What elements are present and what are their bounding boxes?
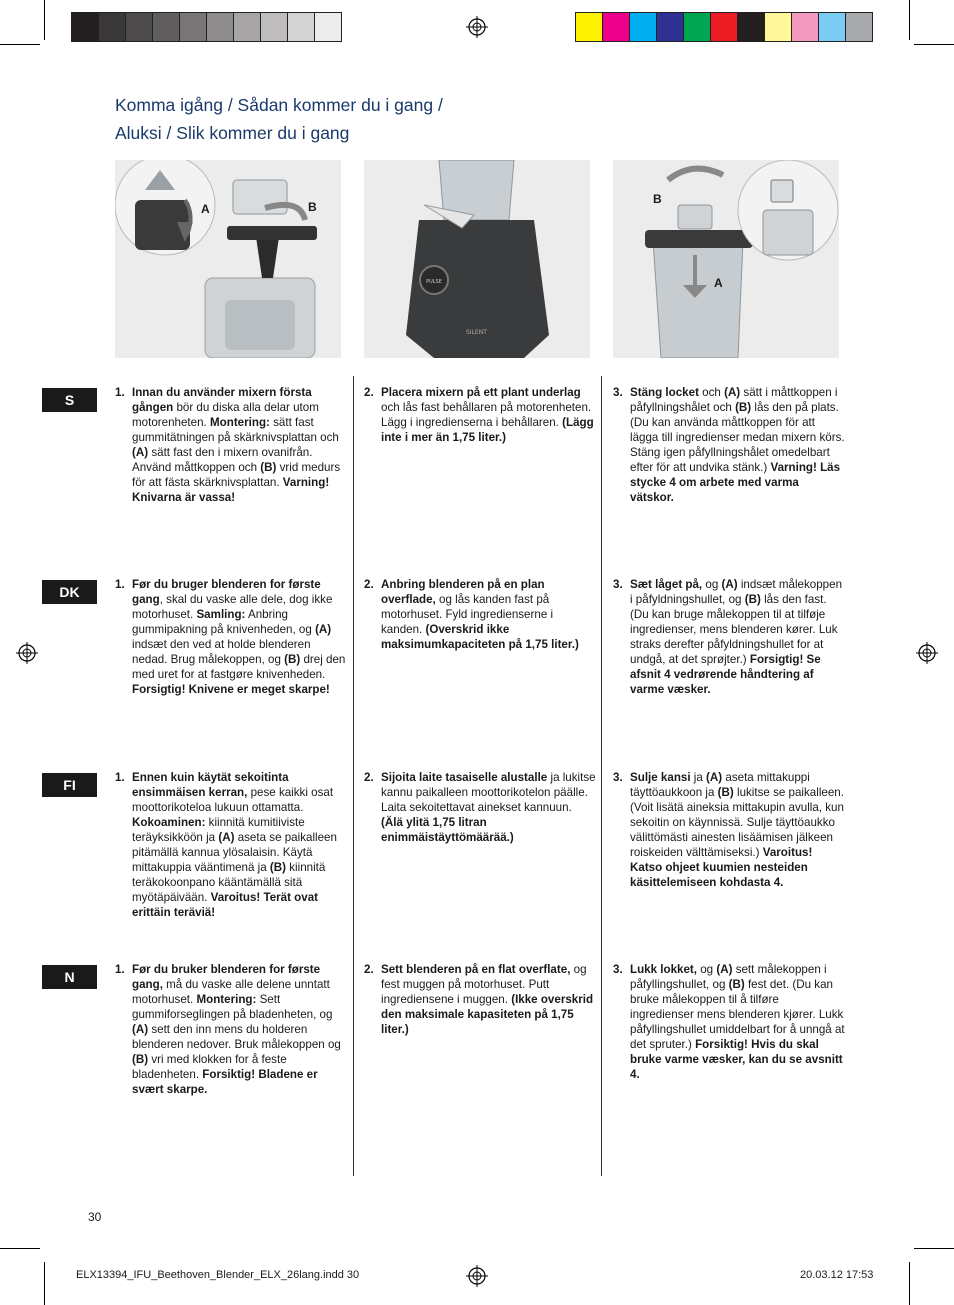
step-number: 2.	[364, 963, 374, 976]
color-swatch	[288, 13, 315, 41]
color-swatch	[207, 13, 234, 41]
language-tab-fi: FI	[42, 773, 97, 797]
color-swatch	[630, 13, 657, 41]
step-text: Stäng locket och (A) sätt i måttkoppen i påfyllningshålet och (B) lås den på plats. (Du kan använda måttkoppen för att lägga till ingredienser medan mixern körs. Stäng igen påfyllningshålet omedelbart efter för att undvika stänk.) Varning! Läs stycke 4 om arbete med varma vätskor.	[630, 386, 845, 504]
color-swatch	[180, 13, 207, 41]
column-divider	[601, 376, 602, 1176]
step-fi-3	[613, 770, 845, 890]
color-swatch	[657, 13, 684, 41]
illustration-blade-assembly	[115, 160, 341, 358]
color-swatch	[126, 13, 153, 41]
registration-mark-icon	[16, 642, 38, 664]
color-swatch	[603, 13, 630, 41]
step-text: Placera mixern på ett plant underlag och lås fast behållaren på motorenheten. Lägg i ingredienserna i behållaren. (Lägg inte i mer än 1,75 liter.)	[381, 386, 594, 444]
label-b: B	[308, 200, 317, 214]
color-swatch	[261, 13, 288, 41]
step-number: 3.	[613, 771, 623, 784]
step-n-1	[115, 962, 347, 1097]
step-dk-3	[613, 577, 845, 697]
crop-mark	[44, 1262, 45, 1305]
color-swatch	[234, 13, 261, 41]
color-swatch	[315, 13, 341, 41]
step-s-2	[364, 385, 596, 445]
crop-mark	[914, 44, 954, 45]
step-number: 2.	[364, 578, 374, 591]
color-swatch	[738, 13, 765, 41]
step-n-2	[364, 962, 596, 1037]
step-text: Sijoita laite tasaiselle alustalle ja lukitse kannu paikalleen moottorikotelon päälle. Laita sekoitettavat ainekset kannuun. (Älä ylitä 1,75 litran enimmäistäyttömäärää.)	[381, 771, 596, 844]
language-tab-s: S	[42, 388, 97, 412]
crop-mark	[909, 1262, 910, 1305]
crop-mark	[909, 0, 910, 40]
process-color-bar	[575, 12, 873, 42]
registration-mark-icon	[466, 16, 488, 38]
color-swatch	[819, 13, 846, 41]
print-timestamp: 20.03.12 17:53	[800, 1269, 874, 1281]
step-text: Ennen kuin käytät sekoitinta ensimmäisen kerran, pese kaikki osat moottorikoteloa lukuun ottamatta. Kokoaminen: kiinnitä kumitiiviste teräyksikköön ja (A) aseta se paikalleen pitämällä kannua ylösalaisin. Käytä mittakuppia vääntimenä ja (B) kiinnitä teräkokoonpano kääntämällä sitä myötäpäivään. Varoitus! Terät ovat erittäin teräviä!	[132, 771, 337, 919]
step-number: 3.	[613, 386, 623, 399]
column-divider	[353, 376, 354, 1176]
color-swatch	[846, 13, 872, 41]
step-text: Sulje kansi ja (A) aseta mittakuppi täyttöaukkoon ja (B) lukitse se paikalleen. (Voit lisätä aineksia mittakupin avulla, kun sekoitin on käynnissä. Sulje täyttöaukko välittömästi ainesten lisäämisen jälkeen roiskeiden välttämiseksi.) Varoitus! Katso ohjeet kuumien nesteiden käsittelemiseen kohdasta 4.	[630, 771, 844, 889]
label-a: A	[201, 202, 210, 216]
step-fi-1	[115, 770, 347, 920]
color-swatch	[576, 13, 603, 41]
step-number: 2.	[364, 771, 374, 784]
illustration-lid-measuring-cup	[613, 160, 839, 358]
registration-mark-icon	[466, 1265, 488, 1287]
registration-mark-icon	[916, 642, 938, 664]
color-swatch	[711, 13, 738, 41]
step-text: Sæt låget på, og (A) indsæt målekoppen i påfyldningshullet, og (B) lås den fast. (Du kan bruge målekoppen til at tilføje ingredienser, mens blenderen kører. Luk straks derefter påfyldningshullet for at undgå, at det sprøjter.) Forsigtig! Se afsnit 4 vedrørende håndtering af varme væsker.	[630, 578, 843, 696]
label-a: A	[714, 276, 723, 290]
language-tab-n: N	[42, 965, 97, 989]
step-dk-1	[115, 577, 347, 697]
step-number: 1.	[115, 578, 125, 591]
step-number: 1.	[115, 963, 125, 976]
step-text: Før du bruger blenderen for første gang, skal du vaske alle dele, dog ikke motorhuset. Samling: Anbring gummipakning på knivenheden, og (A) indsæt den ved at holde blenderen nedad. Brug målekoppen, og (B) drej den med uret for at fastgøre knivenheden. Forsigtig! Knivene er meget skarpe!	[132, 578, 346, 696]
step-text: Anbring blenderen på en plan overflade, og lås kanden fast på motorhuset. Fyld ingredienserne i kanden. (Overskrid ikke maksimumkapaciteten på 1,75 liter.)	[381, 578, 579, 651]
step-text: Innan du använder mixern första gången bör du diska alla delar utom motorenheten. Montering: sätt fast gummitätningen på skärknivsplattan och (A) sätt fast den i mixern ovanifrån. Använd måttkoppen och (B) vrid medurs för att fästa skärknivsplattan. Varning! Knivarna är vassa!	[132, 386, 341, 504]
step-dk-2	[364, 577, 596, 652]
step-text: Før du bruker blenderen for første gang, må du vaske alle delene unntatt motorhuset. Montering: Sett gummiforseglingen på bladenheten, og (A) sett den inn mens du holderen blenderen nedover. Bruk målekoppen og (B) vri med klokken for å feste bladenheten. Forsiktig! Bladene er svært skarpe.	[132, 963, 341, 1096]
step-number: 3.	[613, 963, 623, 976]
color-swatch	[72, 13, 99, 41]
page-number: 30	[88, 1210, 102, 1224]
step-text: Lukk lokket, og (A) sett målekoppen i påfyllingshullet, og (B) fest det. (Du kan bruke målekoppen til å tilføre ingredienser mens blenderen kjører. Lukk påfyllingshullet umiddelbart for å unngå at det spruter.) Forsiktig! Hvis du skal bruke varme væsker, kan du se avsnitt 4.	[630, 963, 845, 1081]
color-swatch	[765, 13, 792, 41]
svg-text:SILENT: SILENT	[466, 329, 487, 336]
crop-mark	[914, 1248, 954, 1249]
step-text: Sett blenderen på en flat overflate, og fest muggen på motorhuset. Putt ingrediensene i muggen. (Ikke overskrid den maksimale kapasiteten på 1,75 liter.)	[381, 963, 594, 1036]
step-number: 1.	[115, 771, 125, 784]
file-name: ELX13394_IFU_Beethoven_Blender_ELX_26lang.indd 30	[76, 1269, 360, 1281]
color-swatch	[153, 13, 180, 41]
step-n-3	[613, 962, 845, 1082]
color-swatch	[792, 13, 819, 41]
crop-mark	[44, 0, 45, 40]
illustration-blender-base	[364, 160, 590, 358]
grayscale-color-bar	[71, 12, 342, 42]
page-title: Komma igång / Sådan kommer du i gang /	[115, 95, 443, 115]
color-swatch	[684, 13, 711, 41]
language-tab-dk: DK	[42, 580, 97, 604]
step-s-1	[115, 385, 347, 505]
color-swatch	[99, 13, 126, 41]
crop-mark	[0, 1248, 40, 1249]
label-b: B	[653, 192, 662, 206]
step-s-3	[613, 385, 845, 505]
step-number: 1.	[115, 386, 125, 399]
step-number: 2.	[364, 386, 374, 399]
svg-text:PULSE: PULSE	[426, 279, 442, 285]
step-number: 3.	[613, 578, 623, 591]
page-subtitle: Aluksi / Slik kommer du i gang	[115, 123, 350, 143]
step-fi-2	[364, 770, 596, 845]
crop-mark	[0, 44, 40, 45]
